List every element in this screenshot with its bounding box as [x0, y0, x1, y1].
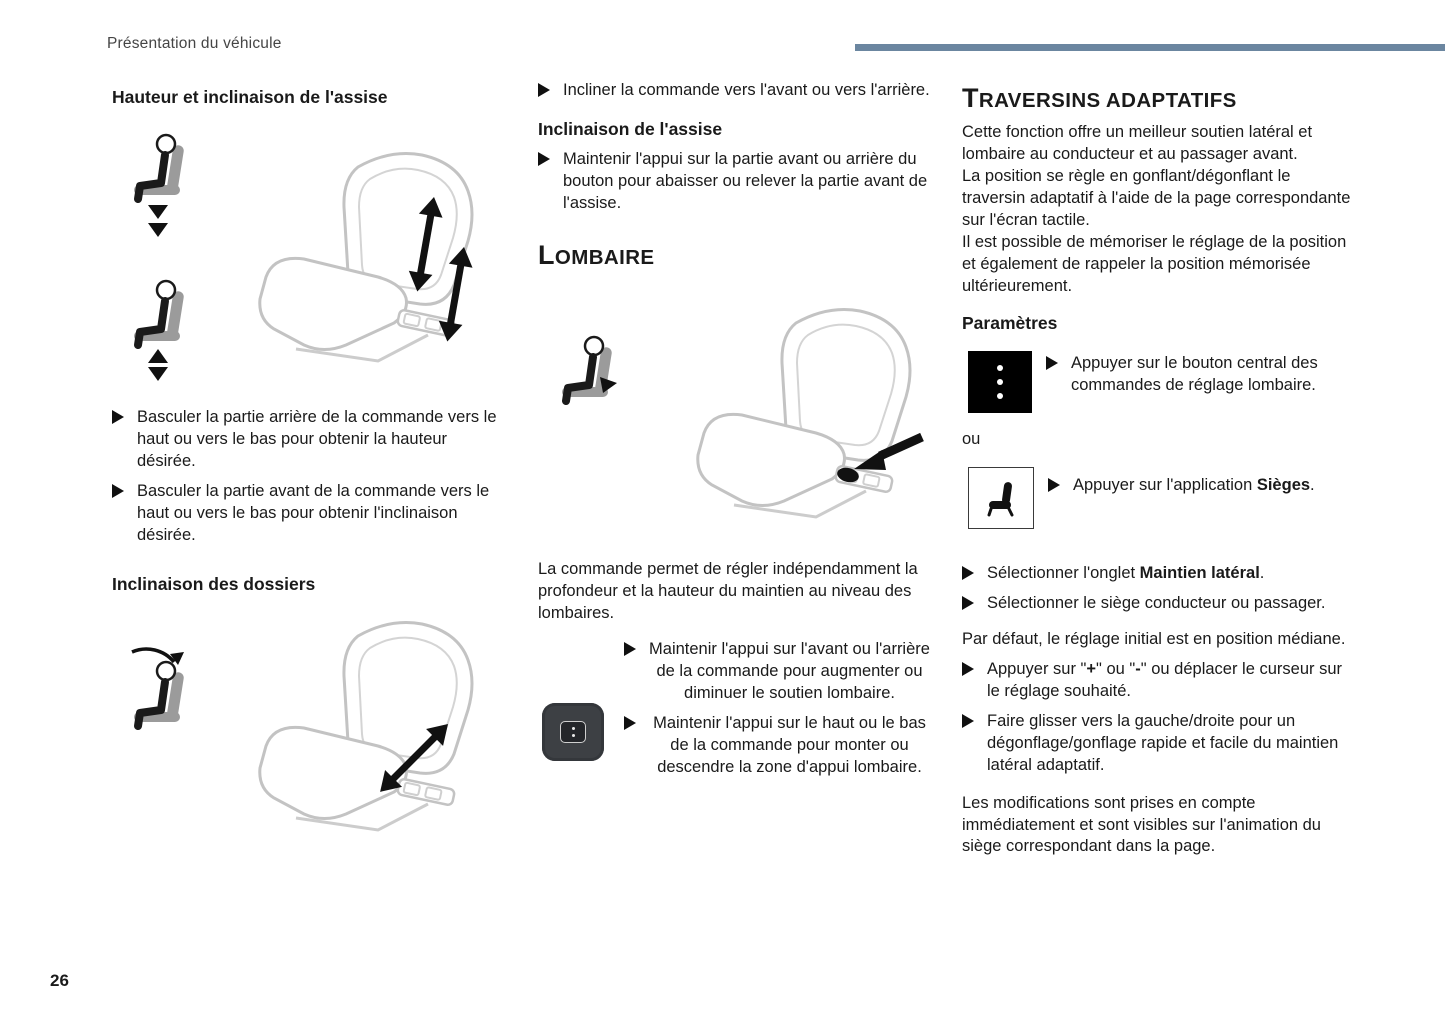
bullet-arrow-icon: [962, 596, 974, 610]
column-middle: [538, 78, 930, 829]
bullet-text: Basculer la partie arrière de la commande vers le haut ou vers le bas pour obtenir la hauteur désirée.: [137, 408, 497, 471]
bolsters-intro-2: La position se règle en gonflant/dégonflant le traversin adaptatif à l'aide de la page correspondante sur l'écran tactile.: [962, 167, 1351, 230]
header-accent-bar: [855, 44, 1445, 51]
bolsters-intro-1: Cette fonction offre un meilleur soutien latéral et lombaire au conducteur et au passager avant.: [962, 123, 1313, 164]
bolsters-intro-3: Il est possible de mémoriser le réglage de la position et également de rappeler la position mémorisée ultérieurement.: [962, 233, 1347, 295]
breadcrumb: Présentation du véhicule: [107, 35, 282, 52]
bullet-lumbar-height: [624, 713, 930, 779]
column-left: [112, 78, 500, 866]
bullet-select-tab: [962, 563, 1354, 585]
bullet-arrow-icon: [538, 152, 550, 166]
lumbar-intro: La commande permet de régler indépendamment la profondeur et la hauteur du maintien au niveau des lombaires.: [538, 560, 918, 623]
lumbar-illustration: [538, 299, 930, 541]
bullet-arrow-icon: [1048, 478, 1060, 492]
bullet-arrow-icon: [1046, 356, 1058, 370]
bullet-arrow-icon: [538, 83, 550, 97]
bullet-text: Sélectionner le siège conducteur ou passager.: [987, 594, 1326, 613]
or-label: ou: [962, 430, 981, 449]
lumbar-controls-block: [538, 639, 930, 829]
bullet-slide-adjust: [962, 711, 1354, 777]
lumbar-control-center-button: [560, 721, 586, 743]
seats-app-row: [962, 467, 1354, 529]
section-title-lumbar: LOMBAIRE: [538, 240, 655, 271]
bullet-seat-tilt: [112, 481, 500, 547]
bullet-arrow-icon: [624, 716, 636, 730]
bullet-seat-height: [112, 407, 500, 473]
closing-note: Les modifications sont prises en compte immédiatement et sont visibles sur l'animation du siège correspondant dans la page.: [962, 793, 1321, 856]
lumbar-control-icon: [542, 703, 604, 761]
bullet-lumbar-depth: [624, 639, 930, 705]
heading-parameters: Paramètres: [962, 312, 1058, 333]
page-number: 26: [50, 971, 69, 990]
bullet-text: Basculer la partie avant de la commande vers le haut ou vers le bas pour obtenir l'inclinaison désirée.: [137, 482, 490, 544]
bullet-text: Maintenir l'appui sur la partie avant ou arrière du bouton pour abaisser ou relever la partie avant de l'assise.: [563, 150, 928, 213]
bullet-central-button: [1046, 353, 1354, 397]
bullet-text: Faire glisser vers la gauche/droite pour un dégonflage/gonflage rapide et facile du maintien latéral adaptatif.: [987, 711, 1339, 774]
central-button-row: [962, 351, 1354, 413]
seat-height-tilt-illustration: [112, 131, 500, 399]
bullet-text: Maintenir l'appui sur l'avant ou l'arrière de la commande pour augmenter ou diminuer le soutien lombaire.: [649, 640, 930, 703]
bullet-text: Incliner la commande vers l'avant ou vers l'arrière.: [563, 81, 930, 99]
bullet-seats-app: [1048, 475, 1354, 497]
section-title-bolsters: TRAVERSINS ADAPTATIFS: [962, 83, 1237, 113]
bullet-cushion-tilt: [538, 149, 930, 215]
bullet-arrow-icon: [962, 662, 974, 676]
backrest-tilt-illustration: [112, 614, 500, 866]
bullet-text: Appuyer sur le bouton central des commandes de réglage lombaire.: [1071, 354, 1318, 395]
heading-cushion-tilt: Inclinaison de l'assise: [538, 118, 723, 139]
central-button-icon: [968, 351, 1032, 413]
heading-seat-height-tilt: Hauteur et inclinaison de l'assise: [112, 87, 388, 107]
bullet-text: Sélectionner l'onglet Maintien latéral.: [987, 564, 1265, 583]
bullet-text: Maintenir l'appui sur le haut ou le bas de la commande pour monter ou descendre la zone d'appui lombaire.: [653, 714, 926, 776]
bullet-tilt-command: [538, 80, 930, 102]
heading-backrest-tilt: Inclinaison des dossiers: [112, 573, 316, 594]
bullet-arrow-icon: [112, 410, 124, 424]
bullet-arrow-icon: [962, 566, 974, 580]
bullet-select-seat: [962, 593, 1354, 615]
bullet-text: Appuyer sur l'application Sièges.: [1073, 476, 1315, 495]
bullet-arrow-icon: [962, 714, 974, 728]
default-position-note: Par défaut, le réglage initial est en position médiane.: [962, 629, 1346, 648]
seats-app-icon: [968, 467, 1034, 529]
column-right: [962, 78, 1354, 858]
bullet-arrow-icon: [624, 642, 636, 656]
bullet-arrow-icon: [112, 484, 124, 498]
bullet-text: Appuyer sur "+" ou "-" ou déplacer le curseur sur le réglage souhaité.: [987, 659, 1343, 700]
bullet-plus-minus: [962, 659, 1354, 703]
